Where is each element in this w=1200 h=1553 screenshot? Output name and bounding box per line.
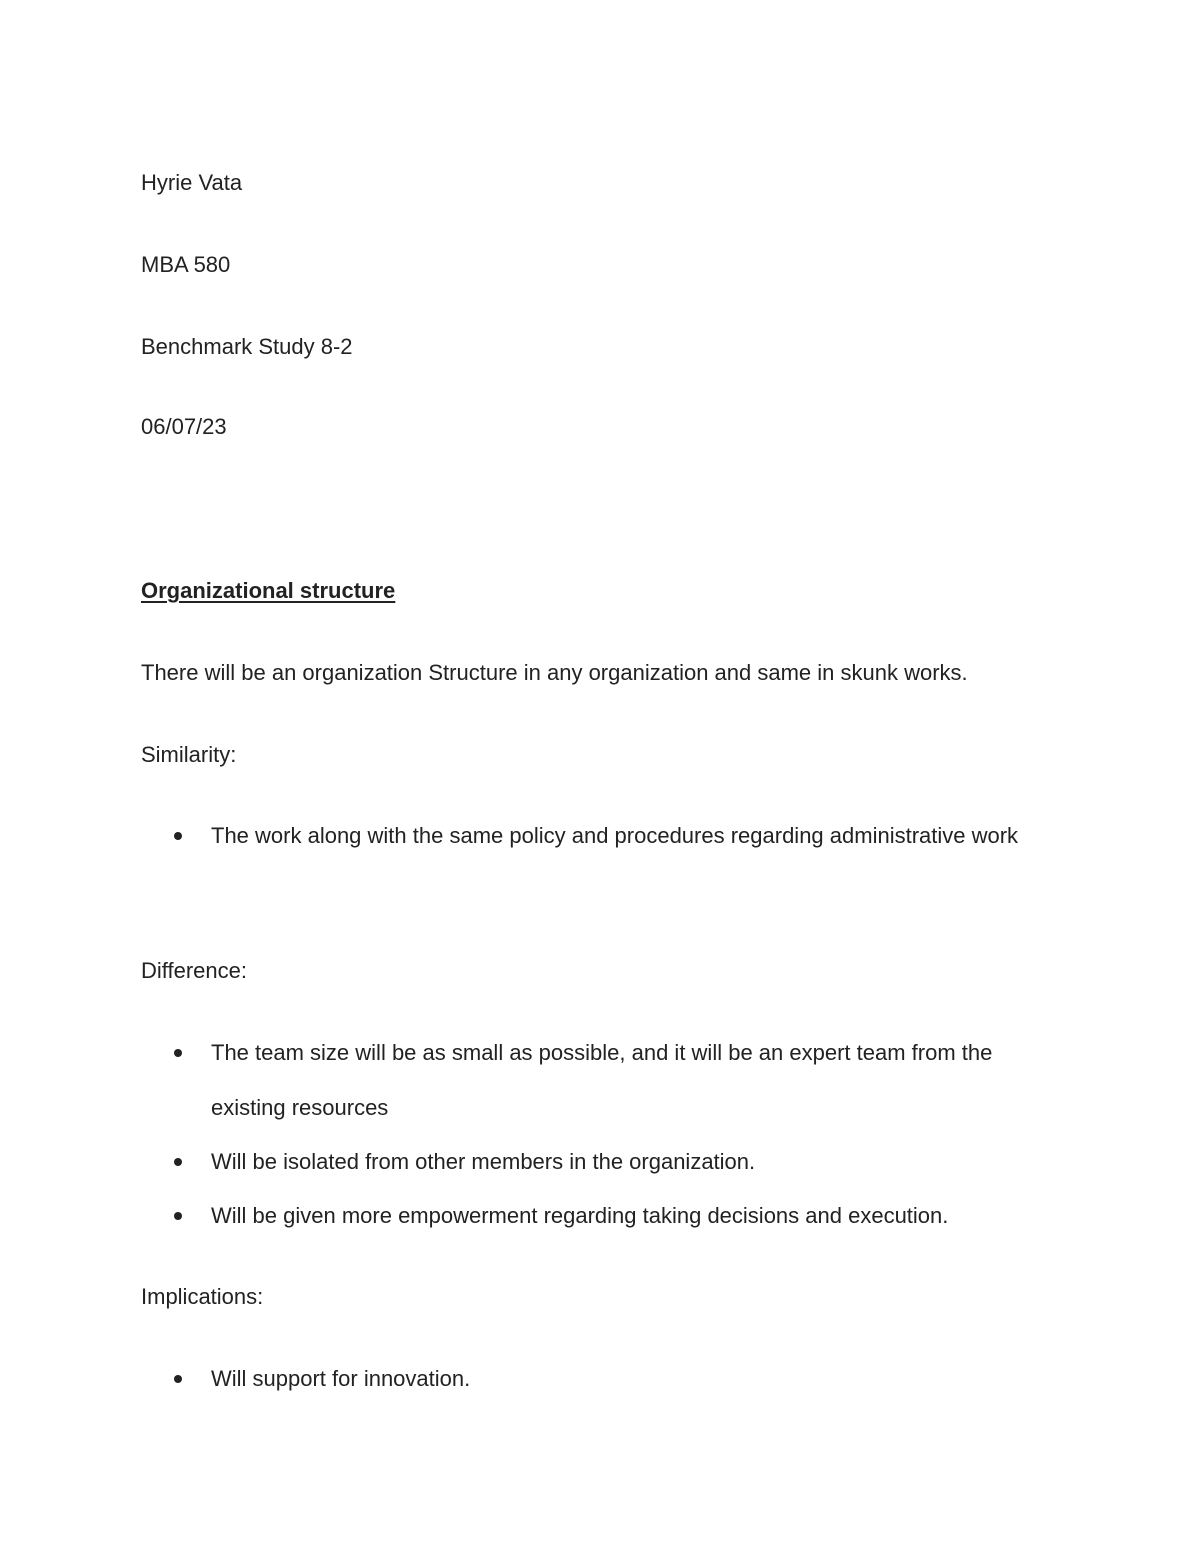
implications-label: Implications: [141, 1284, 264, 1309]
author-name: Hyrie Vata [141, 170, 243, 195]
bullet-icon [174, 1375, 182, 1383]
difference-item-text: The team size will be as small as possible, and it will be an expert team from the existing resources [211, 1040, 993, 1120]
assignment-title: Benchmark Study 8-2 [141, 334, 353, 359]
bullet-icon [174, 1049, 182, 1057]
bullet-icon [174, 1212, 182, 1220]
section-heading: Organizational structure [141, 578, 396, 603]
course-code: MBA 580 [141, 252, 231, 277]
difference-item-text: Will be given more empowerment regarding taking decisions and execution. [211, 1203, 949, 1228]
bullet-icon [174, 832, 182, 840]
implications-item-text: Will support for innovation. [211, 1366, 471, 1391]
difference-item-text: Will be isolated from other members in the organization. [211, 1149, 756, 1174]
similarity-label: Similarity: [141, 742, 237, 767]
bullet-icon [174, 1158, 182, 1166]
intro-paragraph: There will be an organization Structure in any organization and same in skunk works. [141, 660, 968, 685]
similarity-item-text: The work along with the same policy and procedures regarding administrative work [211, 823, 1019, 848]
document-date: 06/07/23 [141, 414, 227, 439]
difference-label: Difference: [141, 958, 247, 983]
